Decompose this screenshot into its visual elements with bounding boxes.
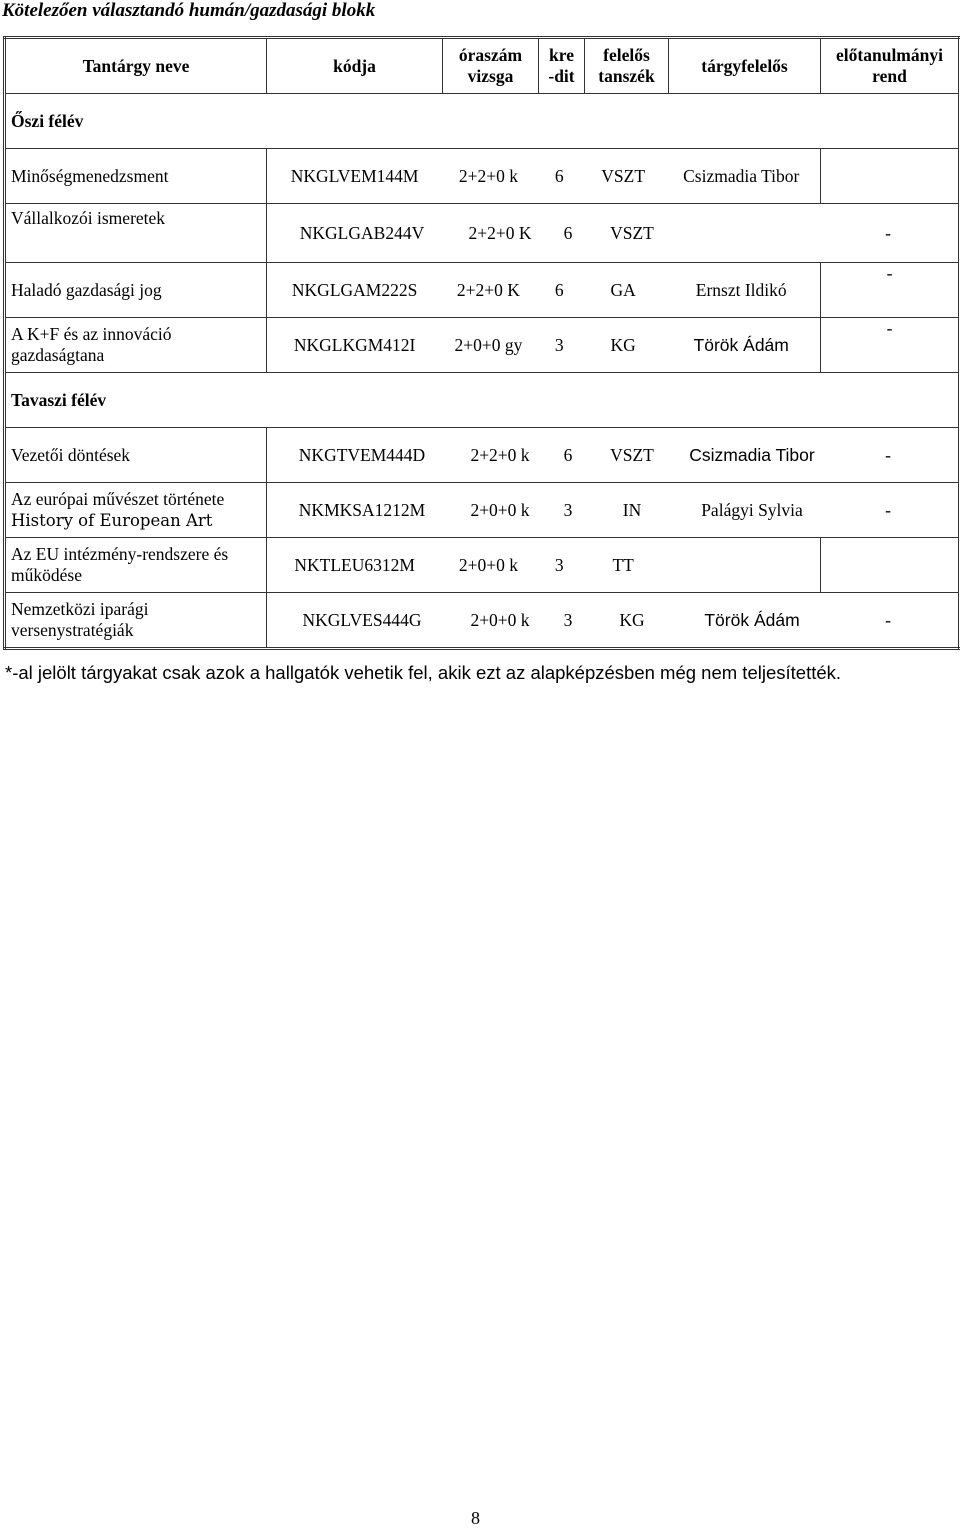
course-name xyxy=(5,538,267,593)
course-hours: 2+0+0 gy xyxy=(454,334,523,355)
course-code: NKGLGAM222S xyxy=(291,279,418,300)
course-name xyxy=(5,483,267,538)
course-details xyxy=(267,538,821,593)
course-name: Vezetői döntések xyxy=(5,428,267,483)
course-lecturer: Palágyi Sylvia xyxy=(701,499,803,520)
course-table xyxy=(3,36,960,650)
course-credit: 6 xyxy=(554,279,564,300)
table-row xyxy=(5,428,960,483)
table-row xyxy=(5,483,960,538)
course-hours: 2+0+0 k xyxy=(458,554,518,575)
course-name xyxy=(5,318,267,373)
section-row-spring xyxy=(5,373,960,428)
course-credit: 3 xyxy=(563,609,573,630)
header-dept-line1: felelős xyxy=(603,45,650,65)
header-prereq-line1: előtanulmányi xyxy=(836,45,943,65)
table-row xyxy=(5,593,960,649)
course-prereq: - xyxy=(821,318,960,373)
course-name-line2: versenystratégiák xyxy=(11,620,134,640)
course-name: Haladó gazdasági jog xyxy=(5,263,267,318)
course-hours: 2+2+0 k xyxy=(470,444,530,465)
course-details xyxy=(267,204,960,263)
header-credit-line2: -dit xyxy=(548,66,575,86)
course-name-line1: Nemzetközi iparági xyxy=(11,599,149,619)
header-credit xyxy=(539,38,585,94)
course-hours: 2+0+0 k xyxy=(470,609,530,630)
course-dept: VSZT xyxy=(601,165,646,186)
footnote: *-al jelölt tárgyakat csak azok a hallgatók vehetik fel, akik ezt az alapképzésben még nem teljesítették. xyxy=(5,662,842,683)
header-hours-line1: óraszám xyxy=(458,45,523,65)
course-code: NKGLKGM412I xyxy=(293,334,416,355)
course-lecturer: Török Ádám xyxy=(693,334,789,355)
course-name-line2: gazdaságtana xyxy=(11,345,105,365)
course-code: NKGLVES444G xyxy=(302,609,422,630)
table-row xyxy=(5,538,960,593)
course-name-line1: Az európai művészet története xyxy=(11,489,225,509)
course-name: Vállalkozói ismeretek xyxy=(5,204,267,263)
course-prereq xyxy=(821,149,960,204)
course-credit: 6 xyxy=(554,165,564,186)
course-credit: 6 xyxy=(563,222,573,243)
course-details xyxy=(267,318,821,373)
course-code: NKTLEU6312M xyxy=(294,554,415,575)
header-code: kódja xyxy=(267,38,443,94)
course-hours: 2+2+0 K xyxy=(468,222,532,243)
table-row xyxy=(5,149,960,204)
course-dept: IN xyxy=(622,499,642,520)
header-hours-line2: vizsga xyxy=(467,66,514,86)
course-prereq xyxy=(821,538,960,593)
course-credit: 3 xyxy=(563,499,573,520)
course-credit: 3 xyxy=(554,554,564,575)
course-credit: 3 xyxy=(554,334,564,355)
course-dept: VSZT xyxy=(610,222,654,243)
course-details xyxy=(267,149,821,204)
course-code: NKGLGAB244V xyxy=(299,222,425,243)
course-details xyxy=(267,428,960,483)
table-header-row xyxy=(5,38,960,94)
header-dept xyxy=(585,38,669,94)
course-prereq: - xyxy=(821,263,960,318)
course-prereq: - xyxy=(885,499,891,520)
course-name-line2: működése xyxy=(11,565,82,585)
course-prereq: - xyxy=(885,222,891,243)
page-number: 8 xyxy=(471,1508,480,1528)
course-code: NKMKSA1212M xyxy=(298,499,426,520)
course-lecturer: Ernszt Ildikó xyxy=(695,279,787,300)
course-credit: 6 xyxy=(563,444,573,465)
header-prereq-line2: rend xyxy=(872,66,907,86)
course-hours: 2+2+0 K xyxy=(456,279,520,300)
header-credit-line1: kre xyxy=(549,45,574,65)
section-label-spring: Tavaszi félév xyxy=(5,373,960,428)
table-row xyxy=(5,204,960,263)
course-name-line1: A K+F és az innováció xyxy=(11,324,172,344)
course-lecturer: Csizmadia Tibor xyxy=(683,165,800,186)
course-name-line1: Az EU intézmény-rendszere és xyxy=(11,544,229,564)
course-details xyxy=(267,483,960,538)
header-name: Tantárgy neve xyxy=(5,38,267,94)
course-dept: KG xyxy=(610,334,636,355)
course-prereq: - xyxy=(885,609,891,630)
course-code: NKGLVEM144M xyxy=(290,165,419,186)
page-title: Kötelezően választandó humán/gazdasági blokk xyxy=(2,0,376,21)
course-dept: GA xyxy=(610,279,636,300)
header-dept-line2: tanszék xyxy=(598,66,655,86)
table-row xyxy=(5,263,960,318)
header-lecturer: tárgyfelelős xyxy=(669,38,821,94)
header-hours xyxy=(443,38,539,94)
course-details xyxy=(267,593,960,649)
course-dept: TT xyxy=(612,554,634,575)
course-details xyxy=(267,263,821,318)
course-name-line2: History of European Art xyxy=(11,511,213,530)
table-row xyxy=(5,318,960,373)
course-name: Minőségmenedzsment xyxy=(5,149,267,204)
course-lecturer: Török Ádám xyxy=(704,609,800,630)
course-dept: KG xyxy=(619,609,645,630)
course-code: NKGTVEM444D xyxy=(298,444,426,465)
course-hours: 2+0+0 k xyxy=(470,499,530,520)
course-prereq: - xyxy=(885,444,891,465)
section-label-autumn: Őszi félév xyxy=(5,94,960,149)
course-name xyxy=(5,593,267,649)
course-dept: VSZT xyxy=(610,444,654,465)
course-hours: 2+2+0 k xyxy=(458,165,518,186)
section-row-autumn xyxy=(5,94,960,149)
header-prereq xyxy=(821,38,960,94)
course-lecturer: Csizmadia Tibor xyxy=(689,444,815,465)
